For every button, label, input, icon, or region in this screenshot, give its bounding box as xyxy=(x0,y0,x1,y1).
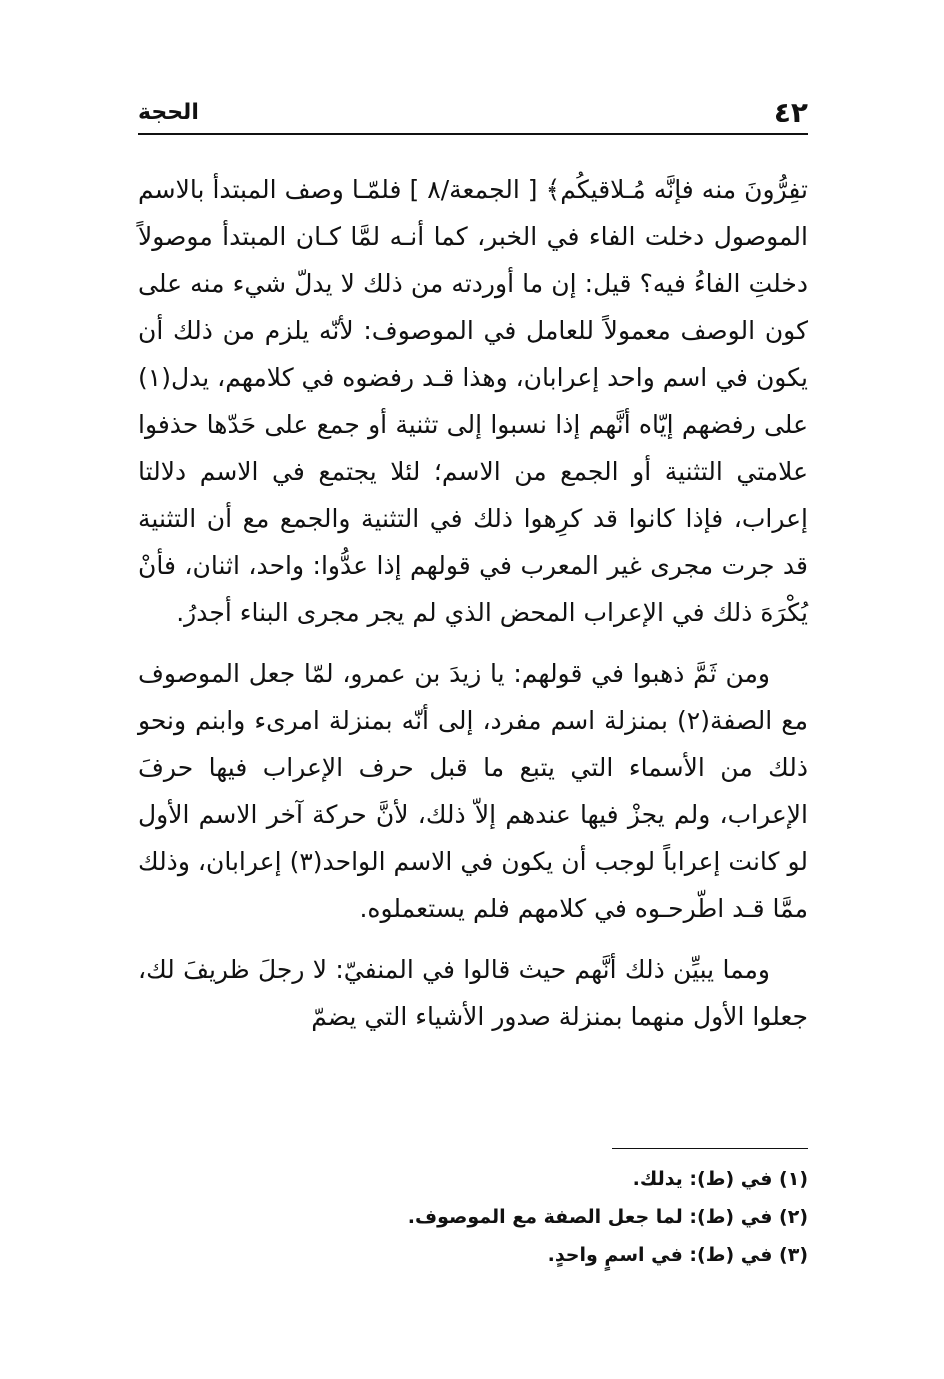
footnote: (١) في (ط): يدلك. xyxy=(632,1168,808,1190)
header-rule xyxy=(138,133,808,135)
page-header xyxy=(138,96,808,134)
paragraph: تفِرُّونَ منه فإنَّه مُـلاقيكُم﴾ [ الجمعة/٨ ] فلمّـا وصف المبتدأ بالاسم الموصول دخلت الفاء في الخبر، كما أنـه لمَّا كـان المبتدأ موصولاً دخلتِ الفاءُ فيه؟ قيل: إن ما أوردته من ذلك لا يدلّ شيء منه على كون الوصف معمولاً للعامل في الموصوف: لأنّه يلزم من ذلك أن يكون في اسم واحد إعرابان، وهذا قـد رفضوه في كلامهم، يدل(١) على رفضهم إيّاه أنَّهم إذا نسبوا إلى تثنية أو جمع على حَدّها حذفوا علامتي التثنية أو الجمع من الاسم؛ لئلا يجتمع في الاسم دلالتا إعراب، فإذا كانوا قد كرِهوا ذلك في التثنية والجمع مع أن التثنية قد جرت مجرى غير المعرب في قولهم إذا عدُّوا: واحد، اثنان، فأنْ يُكْرَهَ ذلك في الإعراب المحض الذي لم يجر مجرى البناء أجدرُ. xyxy=(138,175,808,627)
paragraph: ومما يبيِّن ذلك أنَّهم حيث قالوا في المنفيّ: لا رجلَ ظريفَ لك، جعلوا الأول منهما بمنزلة صدور الأشياء التي يضمّ xyxy=(138,955,808,1031)
paragraph: ومن ثَمَّ ذهبوا في قولهم: يا زيدَ بن عمرو، لمّا جعل الموصوف مع الصفة(٢) بمنزلة اسم مفرد، إلى أنّه بمنزلة امرىء وابنم ونحو ذلك من الأسماء التي يتبع ما قبل حرف الإعراب فيها حرفَ الإعراب، ولم يجزْ فيها عندهم إلاّ ذلك، لأنَّ حركة آخر الاسم الأول لو كانت إعراباً لوجب أن يكون في الاسم الواحد(٣) إعرابان، وذلك ممَّا قـد اطّرحـوه في كلامهم فلم يستعملوه. xyxy=(138,659,808,923)
page-number: ٤٢ xyxy=(773,96,808,129)
footnotes xyxy=(138,1160,808,1274)
running-title: الحجة xyxy=(138,100,199,125)
footnote: (٣) في (ط): في اسمٍ واحدٍ. xyxy=(547,1244,808,1266)
main-text xyxy=(138,166,808,1054)
footnote: (٢) في (ط): لما جعل الصفة مع الموصوف. xyxy=(407,1206,808,1228)
footnote-rule xyxy=(612,1148,808,1149)
